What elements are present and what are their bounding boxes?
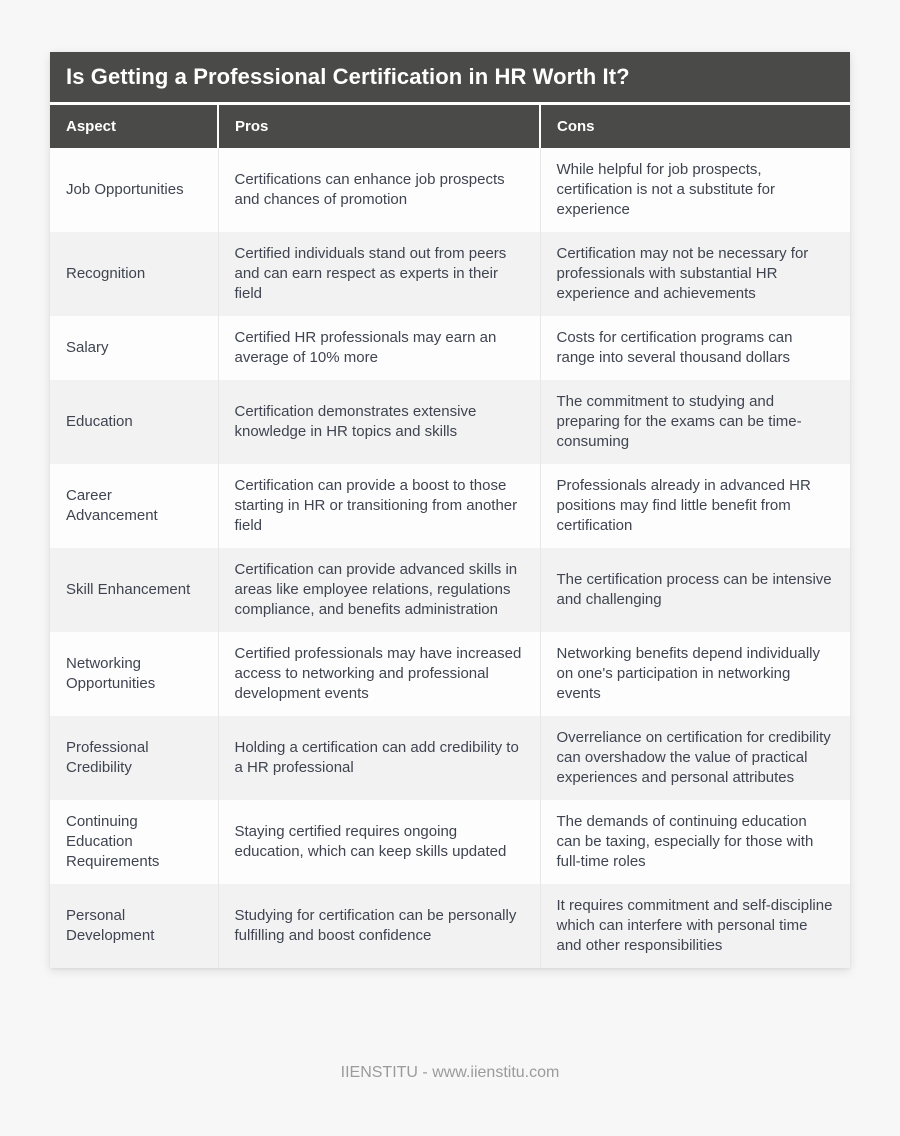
pros-cons-table bbox=[50, 105, 850, 968]
pros-cell: Studying for certification can be personally fulfilling and boost confidence bbox=[218, 884, 540, 968]
cons-cell: Professionals already in advanced HR positions may find little benefit from certification bbox=[540, 464, 850, 548]
aspect-cell: Personal Development bbox=[66, 907, 155, 944]
pros-cell: Staying certified requires ongoing education, which can keep skills updated bbox=[218, 800, 540, 884]
aspect-cell: Job Opportunities bbox=[66, 181, 184, 198]
cons-cell: The certification process can be intensive and challenging bbox=[540, 548, 850, 632]
table-row bbox=[50, 800, 850, 884]
pros-cell: Holding a certification can add credibility to a HR professional bbox=[218, 716, 540, 800]
aspect-cell: Skill Enhancement bbox=[66, 581, 191, 598]
cons-cell: The commitment to studying and preparing for the exams can be time-consuming bbox=[540, 380, 850, 464]
footer-credit: IIENSTITU - www.iienstitu.com bbox=[340, 1064, 560, 1081]
table-row bbox=[50, 884, 850, 968]
cons-cell: While helpful for job prospects, certification is not a substitute for experience bbox=[540, 148, 850, 232]
cons-cell: Costs for certification programs can range into several thousand dollars bbox=[540, 316, 850, 380]
header-row bbox=[50, 105, 850, 148]
table-row bbox=[50, 232, 850, 316]
cons-cell: It requires commitment and self-discipline which can interfere with personal time and other responsibilities bbox=[540, 884, 850, 968]
column-header-cons: Cons bbox=[540, 105, 850, 148]
aspect-cell: Education bbox=[66, 413, 133, 430]
aspect-cell: Recognition bbox=[66, 265, 146, 282]
table-row bbox=[50, 548, 850, 632]
table-row bbox=[50, 380, 850, 464]
cons-cell: The demands of continuing education can be taxing, especially for those with full-time roles bbox=[540, 800, 850, 884]
aspect-cell: Salary bbox=[66, 339, 109, 356]
aspect-cell: Continuing Education Requirements bbox=[66, 813, 160, 870]
cons-cell: Networking benefits depend individually on one's participation in networking events bbox=[540, 632, 850, 716]
column-header-pros: Pros bbox=[218, 105, 540, 148]
table-row bbox=[50, 632, 850, 716]
aspect-cell: Professional Credibility bbox=[66, 739, 149, 776]
pros-cell: Certified individuals stand out from peers and can earn respect as experts in their field bbox=[218, 232, 540, 316]
aspect-cell: Career Advancement bbox=[66, 487, 158, 524]
table-row bbox=[50, 716, 850, 800]
pros-cell: Certification can provide advanced skills in areas like employee relations, regulations compliance, and benefits administration bbox=[218, 548, 540, 632]
comparison-card bbox=[50, 52, 850, 968]
cons-cell: Overreliance on certification for credibility can overshadow the value of practical experiences and personal attributes bbox=[540, 716, 850, 800]
pros-cell: Certified professionals may have increased access to networking and professional development events bbox=[218, 632, 540, 716]
cons-cell: Certification may not be necessary for professionals with substantial HR experience and achievements bbox=[540, 232, 850, 316]
pros-cell: Certification can provide a boost to those starting in HR or transitioning from another field bbox=[218, 464, 540, 548]
pros-cell: Certification demonstrates extensive knowledge in HR topics and skills bbox=[218, 380, 540, 464]
table-row bbox=[50, 464, 850, 548]
pros-cell: Certifications can enhance job prospects and chances of promotion bbox=[218, 148, 540, 232]
pros-cell: Certified HR professionals may earn an average of 10% more bbox=[218, 316, 540, 380]
table-row bbox=[50, 148, 850, 232]
page-title: Is Getting a Professional Certification in HR Worth It? bbox=[50, 52, 850, 102]
column-header-aspect: Aspect bbox=[50, 105, 218, 148]
table-row bbox=[50, 316, 850, 380]
aspect-cell: Networking Opportunities bbox=[66, 655, 156, 692]
